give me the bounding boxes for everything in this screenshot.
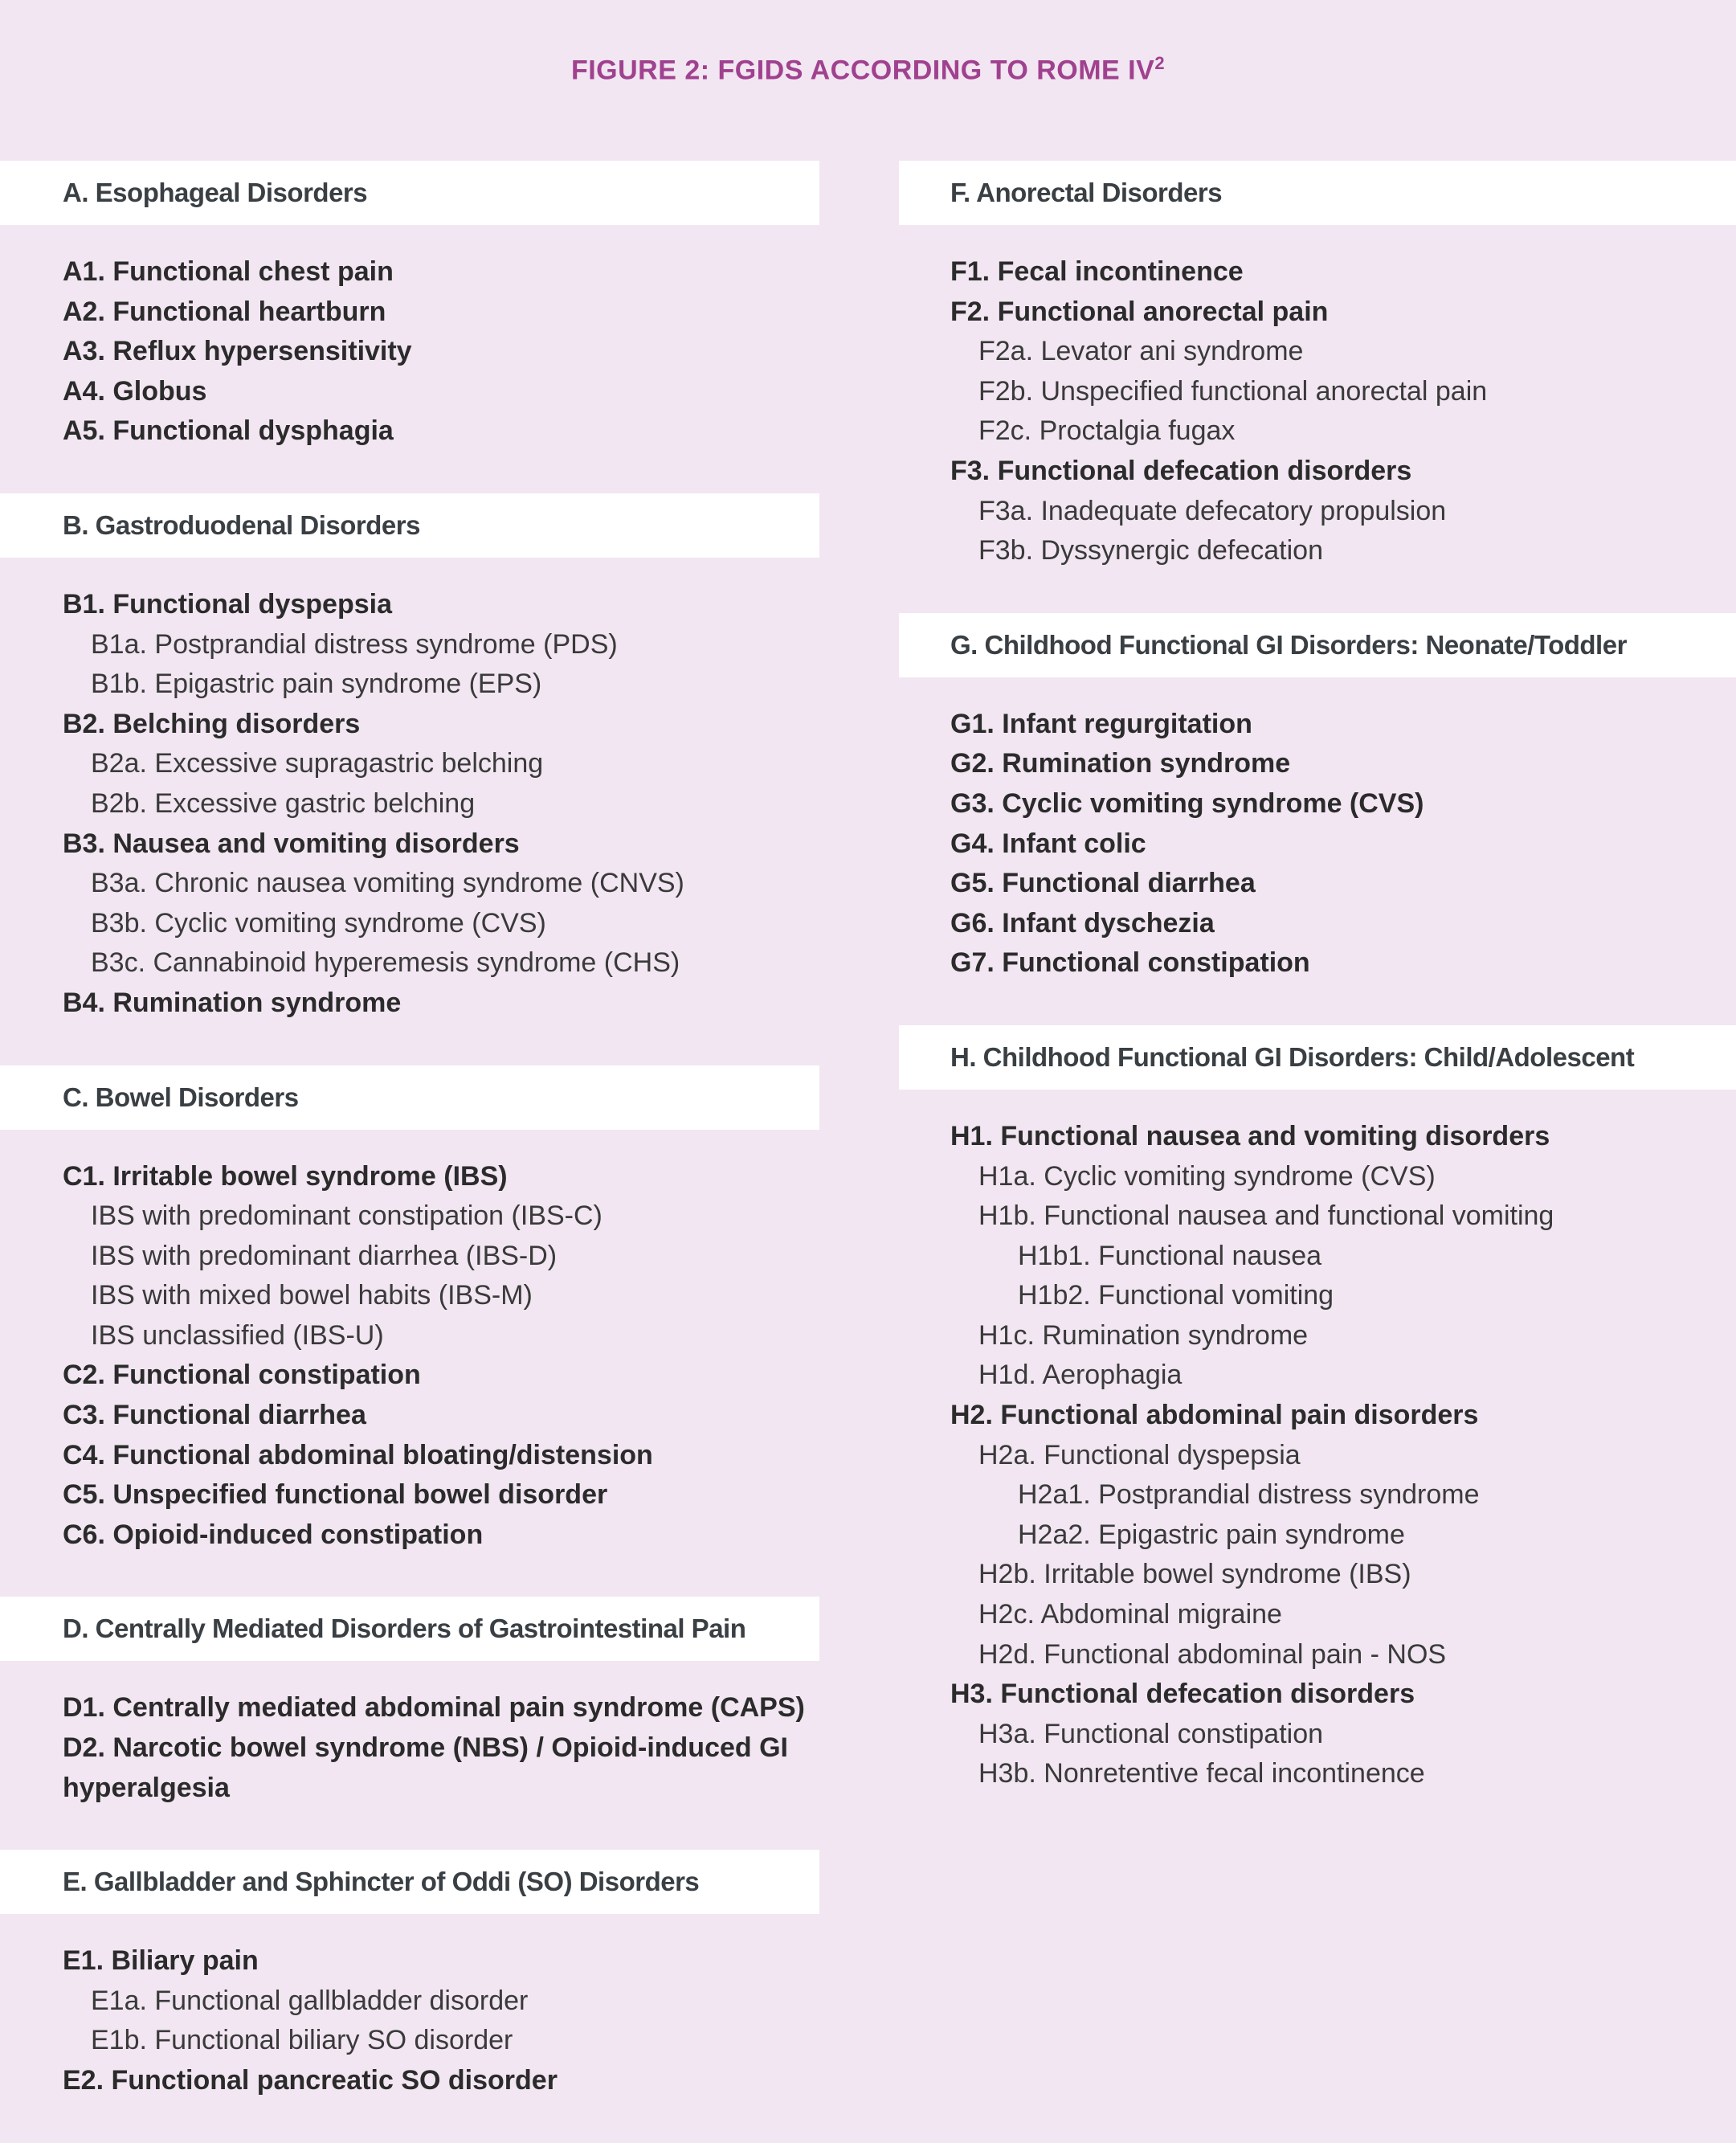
- list-item: H1b. Functional nausea and functional vomiting: [978, 1200, 1554, 1232]
- section-header: A. Esophageal Disorders: [0, 161, 819, 225]
- section-header: D. Centrally Mediated Disorders of Gastrointestinal Pain: [0, 1597, 819, 1661]
- list-item: IBS with predominant constipation (IBS-C): [91, 1200, 602, 1232]
- list-item: H2a1. Postprandial distress syndrome: [1018, 1479, 1480, 1511]
- list-item: H1b1. Functional nausea: [1018, 1240, 1322, 1271]
- list-item: B1b. Epigastric pain syndrome (EPS): [91, 669, 542, 700]
- list-item: C1. Irritable bowel syndrome (IBS): [63, 1160, 508, 1192]
- list-item: H1d. Aerophagia: [978, 1360, 1183, 1391]
- list-item: H2c. Abdominal migraine: [978, 1599, 1282, 1630]
- list-item: G6. Infant dyschezia: [950, 907, 1215, 939]
- disorder-section: [899, 1025, 1736, 1794]
- list-item: C3. Functional diarrhea: [63, 1400, 366, 1431]
- list-item: G1. Infant regurgitation: [950, 708, 1252, 739]
- section-item-list: [0, 1130, 819, 1556]
- section-header: E. Gallbladder and Sphincter of Oddi (SO) Disorders: [0, 1850, 819, 1914]
- list-item: F2a. Levator ani syndrome: [978, 336, 1304, 367]
- figure-title-text: FIGURE 2: FGIDS ACCORDING TO ROME IV: [570, 55, 1155, 86]
- list-item: H3b. Nonretentive fecal incontinence: [978, 1758, 1425, 1789]
- section-item-list: [0, 1661, 819, 1808]
- list-item: B3. Nausea and vomiting disorders: [63, 828, 520, 859]
- list-item: B3a. Chronic nausea vomiting syndrome (CNVS): [91, 868, 684, 899]
- list-item: H3. Functional defecation disorders: [950, 1679, 1415, 1710]
- section-header: G. Childhood Functional GI Disorders: Neonate/Toddler: [899, 613, 1736, 677]
- list-item: G7. Functional constipation: [950, 947, 1310, 979]
- list-item: A4. Globus: [63, 375, 207, 407]
- list-item: H2. Functional abdominal pain disorders: [950, 1400, 1479, 1431]
- list-item: H1c. Rumination syndrome: [978, 1319, 1309, 1351]
- list-item: B3c. Cannabinoid hyperemesis syndrome (CHS): [91, 947, 680, 979]
- list-item: F3a. Inadequate defecatory propulsion: [978, 495, 1447, 526]
- list-item: IBS unclassified (IBS-U): [91, 1319, 384, 1351]
- list-item: B3b. Cyclic vomiting syndrome (CVS): [91, 907, 546, 939]
- list-item: H1a. Cyclic vomiting syndrome (CVS): [978, 1160, 1436, 1192]
- section-item-list: [0, 1914, 819, 2100]
- list-item: A1. Functional chest pain: [63, 256, 394, 287]
- list-item: D2. Narcotic bowel syndrome (NBS) / Opioid-induced GI hyperalgesia: [63, 1732, 788, 1803]
- list-item: F2b. Unspecified functional anorectal pain: [978, 375, 1488, 407]
- section-item-list: [899, 677, 1736, 984]
- disorder-section: [899, 161, 1736, 571]
- list-item: G2. Rumination syndrome: [950, 748, 1291, 779]
- disorder-section: [0, 1065, 819, 1556]
- list-item: H1b2. Functional vomiting: [1018, 1280, 1334, 1311]
- list-item: F2. Functional anorectal pain: [950, 296, 1329, 327]
- list-item: B2. Belching disorders: [63, 708, 361, 739]
- list-item: H3a. Functional constipation: [978, 1718, 1324, 1749]
- right-column: [899, 161, 1736, 1836]
- list-item: B4. Rumination syndrome: [63, 987, 402, 1018]
- list-item: C4. Functional abdominal bloating/distension: [63, 1439, 653, 1470]
- disorder-section: [0, 1597, 819, 1808]
- list-item: E2. Functional pancreatic SO disorder: [63, 2065, 558, 2096]
- list-item: B1. Functional dyspepsia: [63, 588, 392, 620]
- list-item: B2a. Excessive supragastric belching: [91, 748, 544, 779]
- list-item: A2. Functional heartburn: [63, 296, 386, 327]
- list-item: C5. Unspecified functional bowel disorder: [63, 1479, 608, 1511]
- section-item-list: [899, 225, 1736, 571]
- left-column: [0, 161, 819, 2143]
- list-item: H2b. Irritable bowel syndrome (IBS): [978, 1559, 1411, 1590]
- section-header: H. Childhood Functional GI Disorders: Child/Adolescent: [899, 1025, 1736, 1090]
- list-item: G5. Functional diarrhea: [950, 868, 1256, 899]
- disorder-section: [0, 161, 819, 452]
- list-item: H2a2. Epigastric pain syndrome: [1018, 1519, 1405, 1550]
- list-item: G3. Cyclic vomiting syndrome (CVS): [950, 787, 1424, 819]
- list-item: F3. Functional defecation disorders: [950, 455, 1412, 486]
- section-item-list: [0, 225, 819, 452]
- disorder-section: [0, 1850, 819, 2100]
- list-item: B1a. Postprandial distress syndrome (PDS): [91, 628, 618, 660]
- list-item: B2b. Excessive gastric belching: [91, 787, 476, 819]
- list-item: E1. Biliary pain: [63, 1945, 259, 1977]
- list-item: D1. Centrally mediated abdominal pain syndrome (CAPS): [63, 1692, 805, 1724]
- section-header: C. Bowel Disorders: [0, 1065, 819, 1130]
- list-item: A5. Functional dysphagia: [63, 415, 394, 447]
- section-header: F. Anorectal Disorders: [899, 161, 1736, 225]
- figure-title-footnote: 2: [1154, 53, 1166, 73]
- section-header: B. Gastroduodenal Disorders: [0, 493, 819, 558]
- list-item: E1b. Functional biliary SO disorder: [91, 2025, 513, 2056]
- section-item-list: [899, 1090, 1736, 1794]
- list-item: A3. Reflux hypersensitivity: [63, 336, 412, 367]
- figure-title: [0, 53, 1736, 86]
- disorder-section: [899, 613, 1736, 984]
- list-item: H1. Functional nausea and vomiting disorders: [950, 1120, 1550, 1151]
- list-item: F1. Fecal incontinence: [950, 256, 1244, 287]
- list-item: IBS with predominant diarrhea (IBS-D): [91, 1240, 558, 1271]
- list-item: C6. Opioid-induced constipation: [63, 1519, 484, 1550]
- list-item: F2c. Proctalgia fugax: [978, 415, 1236, 447]
- list-item: H2d. Functional abdominal pain - NOS: [978, 1638, 1447, 1670]
- list-item: H2a. Functional dyspepsia: [978, 1439, 1301, 1470]
- section-item-list: [0, 558, 819, 1024]
- list-item: E1a. Functional gallbladder disorder: [91, 1985, 529, 2016]
- list-item: F3b. Dyssynergic defecation: [978, 535, 1323, 566]
- disorder-section: [0, 493, 819, 1024]
- list-item: G4. Infant colic: [950, 828, 1146, 859]
- list-item: IBS with mixed bowel habits (IBS-M): [91, 1280, 533, 1311]
- list-item: C2. Functional constipation: [63, 1360, 421, 1391]
